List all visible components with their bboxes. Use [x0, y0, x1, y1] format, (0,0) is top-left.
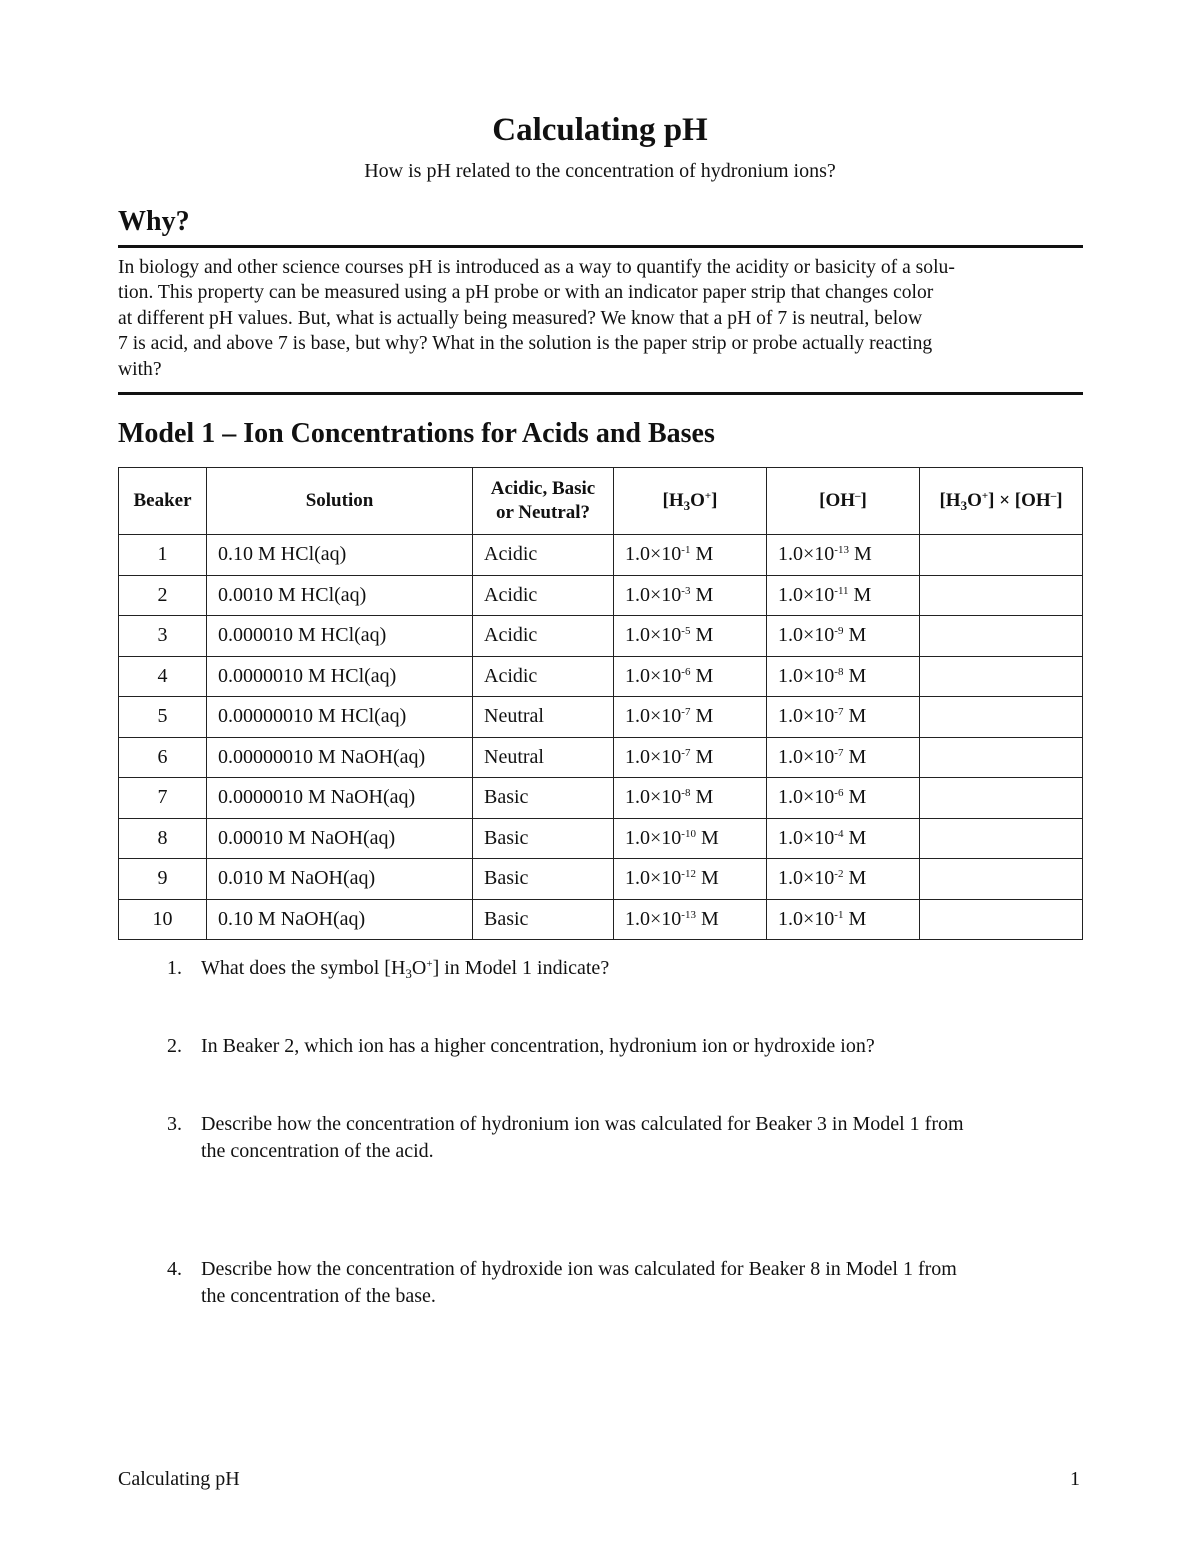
cell-nature: Acidic: [473, 616, 614, 657]
cell-beaker: 10: [119, 899, 207, 940]
cell-h3o: $1.0\times 10^{-12}$ M: [614, 859, 767, 900]
table-row: [119, 656, 1083, 697]
header-oh: [OH–]: [767, 468, 920, 535]
question-text-cont: the concentration of the acid.: [201, 1140, 434, 1162]
header-beaker: Beaker: [119, 468, 207, 535]
header-nature: [473, 468, 614, 535]
cell-product-blank[interactable]: [920, 656, 1083, 697]
table-row: [119, 697, 1083, 738]
cell-beaker: 7: [119, 778, 207, 819]
cell-product-blank[interactable]: [920, 697, 1083, 738]
cell-beaker: 5: [119, 697, 207, 738]
cell-h3o: $1.0\times 10^{-1}$ M: [614, 535, 767, 576]
cell-beaker: 6: [119, 737, 207, 778]
cell-solution: 0.010 M NaOH(aq): [207, 859, 473, 900]
header-nature-line2: or Neutral?: [495, 502, 591, 523]
table-row: [119, 778, 1083, 819]
cell-oh: $1.0\times 10^{-4}$ M: [767, 818, 920, 859]
why-paragraph: [118, 255, 1083, 382]
cell-product-blank[interactable]: [920, 899, 1083, 940]
cell-product-blank[interactable]: [920, 859, 1083, 900]
cell-oh: $1.0\times 10^{-8}$ M: [767, 656, 920, 697]
question-text: In Beaker 2, which ion has a higher concentration, hydronium ion or hydroxide ion?: [201, 1035, 875, 1057]
header-solution: Solution: [207, 468, 473, 535]
cell-solution: 0.0000010 M NaOH(aq): [207, 778, 473, 819]
cell-solution: 0.0010 M HCl(aq): [207, 575, 473, 616]
footer-title: Calculating pH: [118, 1468, 240, 1490]
page-title: Calculating pH: [492, 112, 708, 148]
ion-concentration-table: [118, 467, 1083, 940]
cell-beaker: 3: [119, 616, 207, 657]
cell-product-blank[interactable]: [920, 616, 1083, 657]
why-heading: Why?: [118, 206, 190, 237]
cell-beaker: 9: [119, 859, 207, 900]
cell-oh: $1.0\times 10^{-1}$ M: [767, 899, 920, 940]
cell-solution: 0.0000010 M HCl(aq): [207, 656, 473, 697]
cell-h3o: $1.0\times 10^{-13}$ M: [614, 899, 767, 940]
why-line: at different pH values. But, what is actually being measured? We know that a pH of 7 is neutral, below: [118, 307, 923, 329]
table-row: [119, 616, 1083, 657]
cell-h3o: $1.0\times 10^{-3}$ M: [614, 575, 767, 616]
cell-beaker: 4: [119, 656, 207, 697]
cell-nature: Basic: [473, 859, 614, 900]
cell-solution: 0.10 M HCl(aq): [207, 535, 473, 576]
question-number: 4.: [167, 1258, 182, 1280]
cell-solution: 0.00000010 M HCl(aq): [207, 697, 473, 738]
why-line: In biology and other science courses pH is introduced as a way to quantify the acidity or basicity of a solu-: [118, 257, 955, 278]
question-text: Describe how the concentration of hydronium ion was calculated for Beaker 3 in Model 1 from: [201, 1113, 964, 1135]
table-header-row: [119, 468, 1083, 535]
question-1: [167, 955, 1097, 982]
cell-h3o: $1.0\times 10^{-6}$ M: [614, 656, 767, 697]
question-2: [167, 1033, 1097, 1060]
table-row: [119, 535, 1083, 576]
cell-product-blank[interactable]: [920, 778, 1083, 819]
cell-oh: $1.0\times 10^{-7}$ M: [767, 697, 920, 738]
model-heading: Model 1 – Ion Concentrations for Acids and Bases: [118, 418, 715, 449]
why-bottom-rule: [118, 392, 1083, 395]
table-row: [119, 737, 1083, 778]
why-line: with?: [118, 358, 162, 380]
cell-oh: $1.0\times 10^{-13}$ M: [767, 535, 920, 576]
header-h3o: $[H_3O^+]$: [614, 468, 767, 535]
cell-h3o: $1.0\times 10^{-10}$ M: [614, 818, 767, 859]
cell-h3o: $1.0\times 10^{-8}$ M: [614, 778, 767, 819]
cell-oh: $1.0\times 10^{-9}$ M: [767, 616, 920, 657]
header-nature-line1: Acidic, Basic: [490, 478, 596, 499]
cell-nature: Acidic: [473, 575, 614, 616]
cell-product-blank[interactable]: [920, 737, 1083, 778]
cell-h3o: $1.0\times 10^{-7}$ M: [614, 697, 767, 738]
cell-solution: 0.10 M NaOH(aq): [207, 899, 473, 940]
cell-nature: Basic: [473, 778, 614, 819]
question-3: [167, 1111, 1097, 1165]
cell-nature: Basic: [473, 899, 614, 940]
cell-oh: $1.0\times 10^{-7}$ M: [767, 737, 920, 778]
cell-nature: Acidic: [473, 535, 614, 576]
cell-solution: 0.000010 M HCl(aq): [207, 616, 473, 657]
cell-oh: $1.0\times 10^{-2}$ M: [767, 859, 920, 900]
cell-beaker: 1: [119, 535, 207, 576]
cell-product-blank[interactable]: [920, 818, 1083, 859]
cell-oh: $1.0\times 10^{-6}$ M: [767, 778, 920, 819]
table-row: [119, 818, 1083, 859]
cell-h3o: $1.0\times 10^{-5}$ M: [614, 616, 767, 657]
question-text: What does the symbol $[H_3O^+]$ in Model 1 indicate?: [201, 957, 610, 981]
cell-product-blank[interactable]: [920, 575, 1083, 616]
table-row: [119, 899, 1083, 940]
question-4: [167, 1256, 1097, 1310]
cell-solution: 0.00010 M NaOH(aq): [207, 818, 473, 859]
table-row: [119, 859, 1083, 900]
table-row: [119, 575, 1083, 616]
cell-beaker: 2: [119, 575, 207, 616]
cell-oh: $1.0\times 10^{-11}$ M: [767, 575, 920, 616]
cell-nature: Neutral: [473, 737, 614, 778]
why-top-rule: [118, 245, 1083, 248]
cell-beaker: 8: [119, 818, 207, 859]
cell-nature: Acidic: [473, 656, 614, 697]
cell-product-blank[interactable]: [920, 535, 1083, 576]
cell-solution: 0.00000010 M NaOH(aq): [207, 737, 473, 778]
cell-h3o: $1.0\times 10^{-7}$ M: [614, 737, 767, 778]
question-text: Describe how the concentration of hydroxide ion was calculated for Beaker 8 in Model 1 from: [201, 1258, 957, 1280]
why-line: 7 is acid, and above 7 is base, but why? What in the solution is the paper strip or probe actually reacting: [118, 333, 933, 355]
page-subtitle: How is pH related to the concentration of hydronium ions?: [364, 160, 836, 182]
question-number: 3.: [167, 1113, 182, 1135]
question-text-cont: the concentration of the base.: [201, 1285, 436, 1307]
why-line: tion. This property can be measured using a pH probe or with an indicator paper strip that changes color: [118, 282, 934, 304]
question-number: 1.: [167, 957, 182, 979]
cell-nature: Neutral: [473, 697, 614, 738]
cell-nature: Basic: [473, 818, 614, 859]
header-product: $[H_3O^+] \times [OH^-]$: [920, 468, 1083, 535]
page-number: 1: [1070, 1468, 1080, 1490]
table-body: [119, 535, 1083, 940]
question-number: 2.: [167, 1035, 182, 1057]
